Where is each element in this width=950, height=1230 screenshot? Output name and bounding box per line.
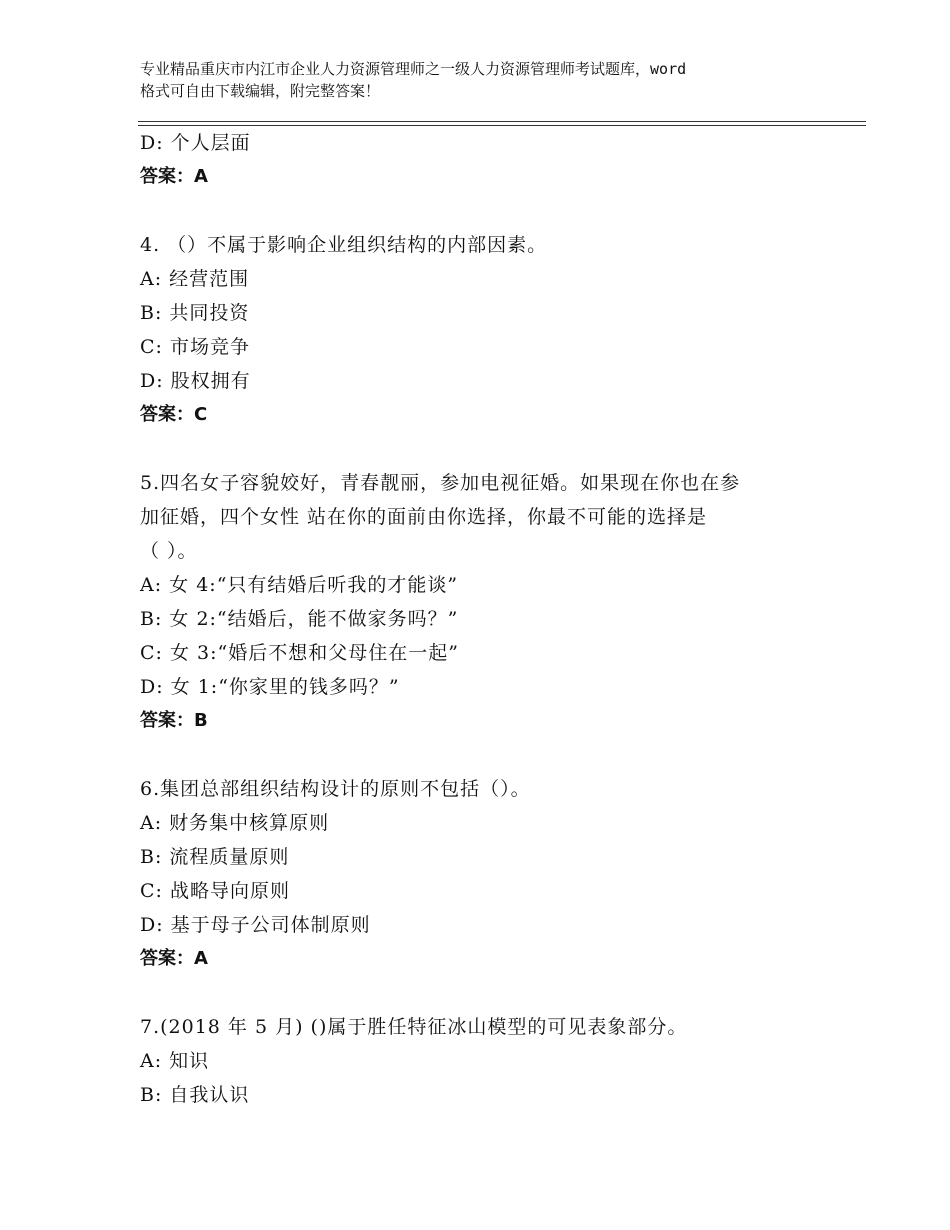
q6-stem: 6.集团总部组织结构设计的原则不包括（）。: [140, 778, 531, 800]
q5-option-b: B: 女 2:“结婚后，能不做家务吗？”: [140, 608, 459, 630]
q6-answer: 答案：A: [140, 948, 208, 969]
document-header: [140, 58, 840, 102]
q5-stem-line-3: （ ）。: [140, 540, 198, 562]
header-divider-top: [138, 121, 866, 122]
q4-stem: 4. （）不属于影响企业组织结构的内部因素。: [140, 234, 548, 256]
spacer: [140, 976, 840, 1010]
q6-option-a: A: 财务集中核算原则: [140, 812, 330, 834]
q4-answer: 答案：C: [140, 404, 208, 425]
q6-option-b: B: 流程质量原则: [140, 846, 290, 868]
q5-stem-line-2: 加征婚，四个女性 站在你的面前由你选择，你最不可能的选择是: [140, 506, 708, 528]
question-list: [140, 126, 840, 1112]
spacer: [140, 738, 840, 772]
q5-option-d: D: 女 1:“你家里的钱多吗？”: [140, 676, 400, 698]
q7-stem: 7.(2018 年 5 月) ()属于胜任特征冰山模型的可见表象部分。: [140, 1016, 688, 1038]
q4-option-c: C: 市场竞争: [140, 336, 250, 358]
q3-answer: 答案：A: [140, 166, 208, 187]
header-line-1: 专业精品重庆市内江市企业人力资源管理师之一级人力资源管理师考试题库，word: [140, 60, 687, 78]
q6-option-d: D: 基于母子公司体制原则: [140, 914, 371, 936]
q5-option-c: C: 女 3:“婚后不想和父母住在一起”: [140, 642, 459, 664]
q3-option-d: D: 个人层面: [140, 132, 251, 154]
q4-option-d: D: 股权拥有: [140, 370, 251, 392]
q4-option-a: A: 经营范围: [140, 268, 250, 290]
q5-option-a: A: 女 4:“只有结婚后听我的才能谈”: [140, 574, 459, 596]
q7-option-a: A: 知识: [140, 1050, 210, 1072]
header-line-2: 格式可自由下载编辑，附完整答案！: [140, 82, 381, 100]
spacer: [140, 432, 840, 466]
q5-answer: 答案：B: [140, 710, 208, 731]
spacer: [140, 194, 840, 228]
q4-option-b: B: 共同投资: [140, 302, 250, 324]
q6-option-c: C: 战略导向原则: [140, 880, 290, 902]
q7-option-b: B: 自我认识: [140, 1084, 250, 1106]
q5-stem-line-1: 5.四名女子容貌姣好，青春靓丽，参加电视征婚。如果现在你也在参: [140, 472, 741, 494]
